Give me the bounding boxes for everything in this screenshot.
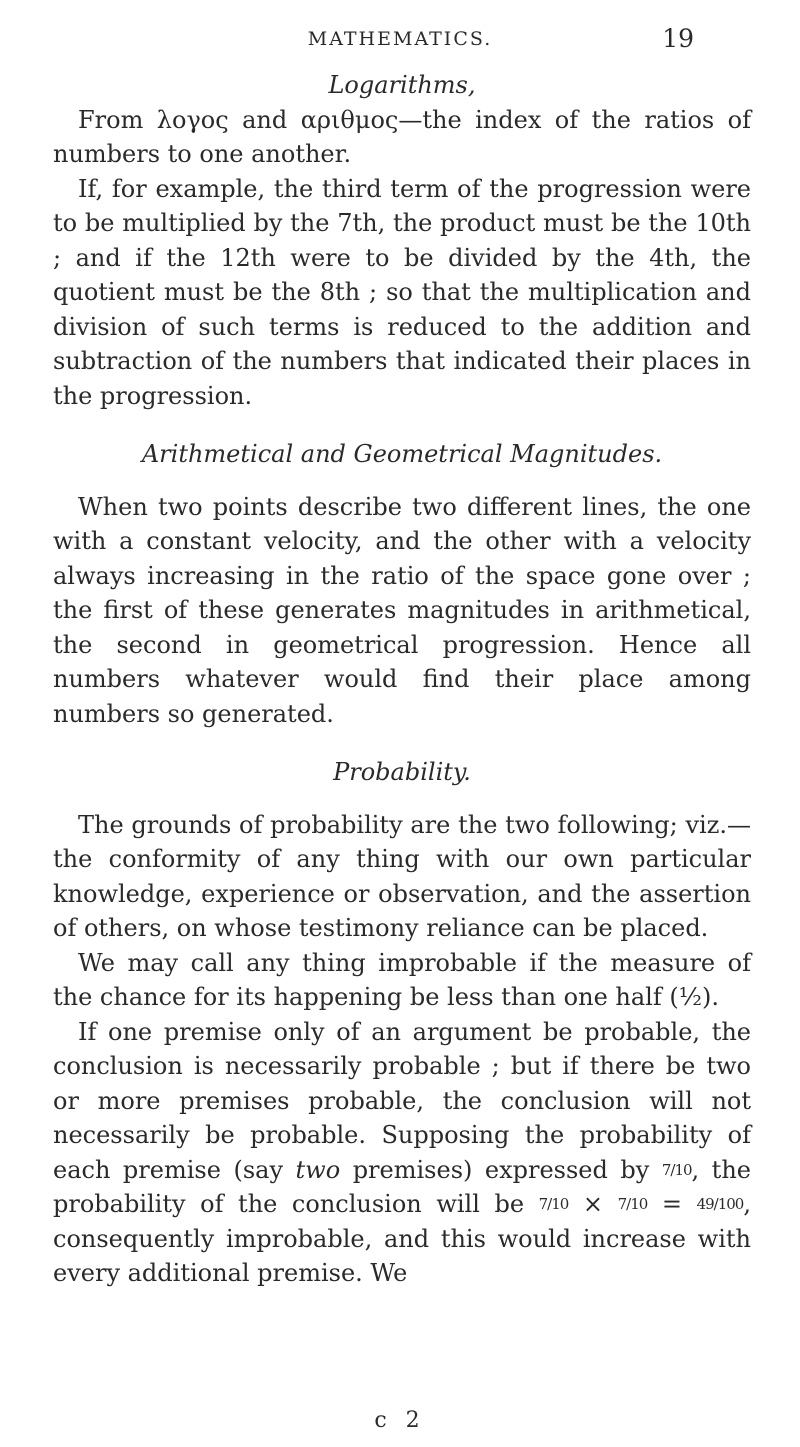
running-head xyxy=(0,24,800,58)
text-run: premises) expressed by xyxy=(340,1155,662,1184)
equals-sign: = xyxy=(647,1190,697,1218)
running-head-title: MATHEMATICS. xyxy=(307,28,493,50)
paragraph: When two points describe two different lines, the one with a constant velocity, and the other with a velocity always increasing in the ratio of the space gone over ; the first of these generates magnitudes in arithmetical, the second in geometrical progression. Hence all numbers whatever would find their place among numbers so generated. xyxy=(53,492,751,728)
times-sign: × xyxy=(568,1190,618,1218)
page-body xyxy=(53,68,751,1291)
text-run: , the probability of the conclusion will be xyxy=(53,1155,751,1218)
paragraph: We may call any thing improbable if the measure of the chance for its happening be less than one half (½). xyxy=(53,948,751,1011)
signature-mark: c 2 xyxy=(374,1408,426,1433)
text-run: , consequently improbable, and this would increase with every additional premise. We xyxy=(53,1190,751,1287)
fraction: 7/10 xyxy=(538,1195,569,1213)
emphasis: two xyxy=(295,1155,341,1184)
page-number: 19 xyxy=(662,24,694,53)
paragraph: The grounds of probability are the two following; viz.—the conformity of any thing with our own particular knowledge, experience or observation, and the assertion of others, on whose testimony reliance can be placed. xyxy=(53,810,751,942)
section-heading-probability: Probability. xyxy=(333,758,471,786)
fraction: 7/10 xyxy=(661,1160,692,1179)
text-run: If one premise only of an argument be probable, the conclusion is necessarily probable ; but if there be two or more premises probable, the conclusion will not necessarily be probable. Supposing the probability of each premise (say xyxy=(53,1017,751,1184)
paragraph: If, for example, the third term of the progression were to be multiplied by the 7th, the product must be the 10th ; and if the 12th were to be divided by the 4th, the quotient must be the 8th ; so that the multiplication and division of such terms is reduced to the addition and subtraction of the numbers that indicated their places in the progression. xyxy=(53,174,751,410)
fraction: 7/10 xyxy=(617,1195,648,1213)
paragraph-premises xyxy=(53,1015,751,1291)
section-heading-magnitudes: Arithmetical and Geometrical Magnitudes. xyxy=(141,440,663,468)
section-heading-logarithms: Logarithms, xyxy=(328,71,476,99)
fraction: 49/100 xyxy=(696,1195,744,1213)
paragraph: From λογος and αριθμος—the index of the ratios of numbers to one another. xyxy=(53,105,751,168)
